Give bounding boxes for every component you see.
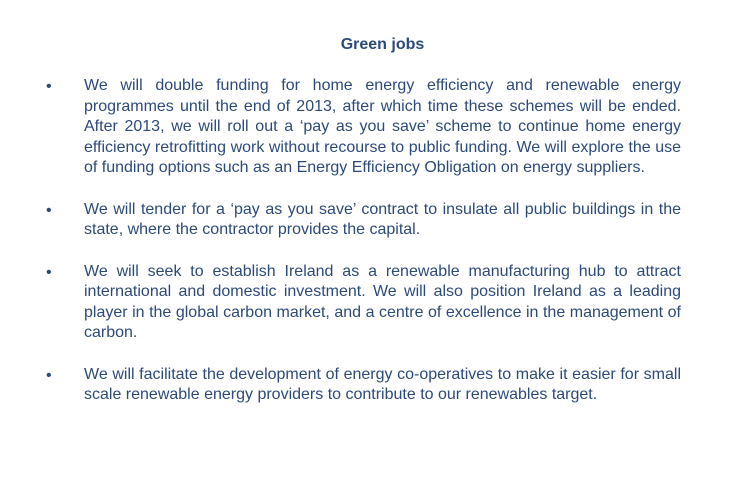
list-item: [0, 365, 745, 406]
bullet-text: We will seek to establish Ireland as a renewable manufacturing hub to attract international and domestic investment. We will also position Ireland as a leading player in the global carbon market, and a centre of excellence in the management of carbon.: [84, 262, 681, 341]
list-item: [0, 200, 745, 241]
bullet-icon: •: [46, 263, 52, 281]
bullet-text: We will tender for a ‘pay as you save’ contract to insulate all public buildings in the state, where the contractor provides the capital.: [84, 200, 681, 238]
section-title: Green jobs: [340, 36, 425, 53]
bullet-icon: •: [46, 366, 52, 384]
list-item: [0, 262, 745, 344]
bullet-text: We will double funding for home energy efficiency and renewable energy programmes until the end of 2013, after which time these schemes will be ended. After 2013, we will roll out a ‘pay as you save’ scheme to continue home energy efficiency retrofitting work without recourse to public funding. We will explore the use of funding options such as an Energy Efficiency Obligation on energy suppliers.: [84, 77, 681, 176]
bullet-list: [0, 76, 745, 427]
bullet-icon: •: [46, 201, 52, 219]
bullet-text: We will facilitate the development of energy co-operatives to make it easier for small scale renewable energy providers to contribute to our renewables target.: [84, 365, 681, 403]
list-item: [0, 76, 745, 179]
bullet-icon: •: [46, 78, 52, 95]
